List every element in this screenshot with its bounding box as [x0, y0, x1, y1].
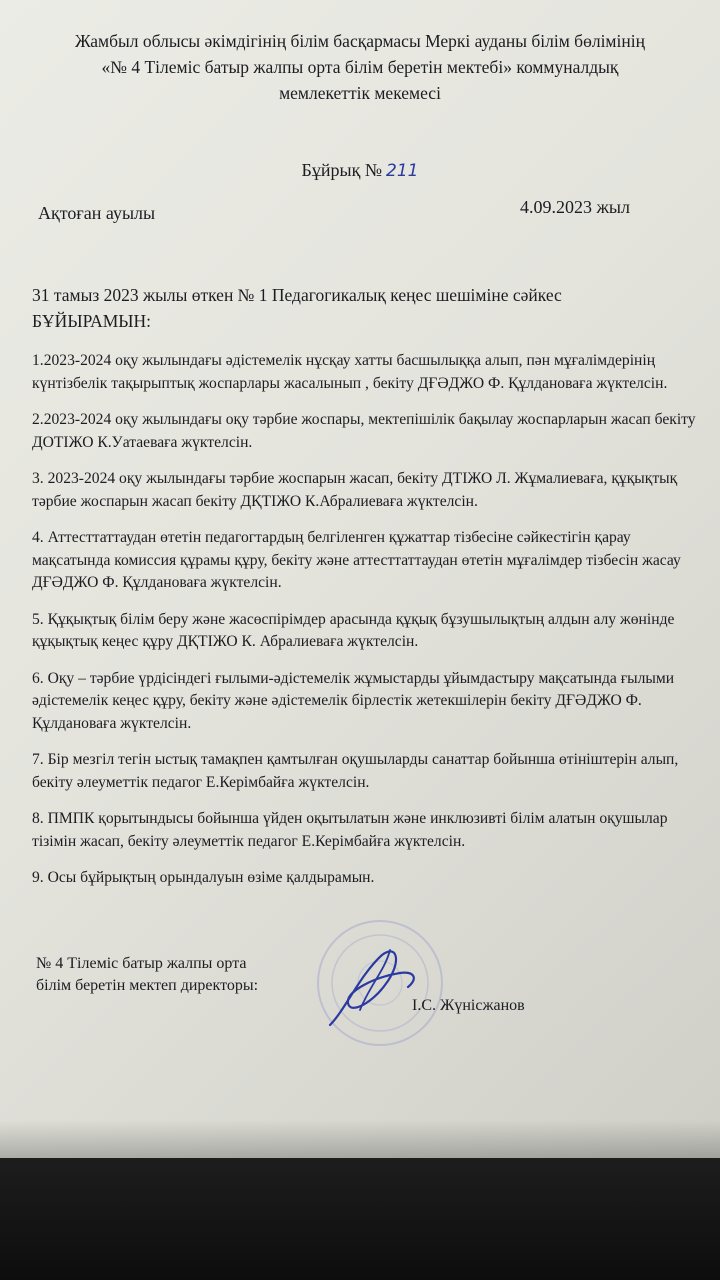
- header-line-2: «№ 4 Тілеміс батыр жалпы орта білім беретін мектебі» коммуналдық: [101, 57, 619, 77]
- document-header: [20, 28, 700, 106]
- order-item: 1.2023-2024 оқу жылындағы әдістемелік нұсқау хатты басшылыққа алып, пән мұғалімдерінің күнтізбелік тақырыптық жоспарлары жасалынып , бекіту ДҒӘДЖО Ф. Құлдановаға жүктелсін.: [32, 352, 668, 392]
- round-stamp-and-signature: [290, 915, 470, 1065]
- header-line-1: Жамбыл облысы әкімдігінің білім басқармасы Меркі ауданы білім бөлімінің: [75, 31, 645, 51]
- dark-background: [0, 1158, 720, 1280]
- signature-position: [36, 953, 258, 997]
- signer-name: І.С. Жүнісжанов: [412, 997, 525, 1014]
- order-item: 2.2023-2024 оқу жылындағы оқу тәрбие жоспары, мектепішілік бақылау жоспарларын жасап бекіту ДОТІЖО К.Уатаеваға жүктелсін.: [32, 411, 696, 451]
- signature-stroke: [360, 950, 390, 1010]
- place-name: Ақтоған ауылы: [38, 203, 156, 223]
- intro-basis: 31 тамыз 2023 жылы өткен № 1 Педагогикалық кеңес шешіміне сәйкес: [32, 285, 562, 305]
- order-item: 7. Бір мезгіл тегін ыстық тамақпен қамтылған оқушыларды санаттар бойынша өтініштерін алып, бекіту әлеуметтік педагог Е.Керімбайға жүктелсін.: [32, 751, 679, 791]
- order-intro: [32, 282, 692, 334]
- stamp-inner-ring: [332, 935, 428, 1031]
- intro-order-word: БҰЙЫРАМЫН:: [32, 311, 152, 331]
- signature-position-line-1: № 4 Тілеміс батыр жалпы орта: [36, 955, 247, 972]
- order-date: 4.09.2023 жыл: [520, 197, 631, 217]
- order-item: 3. 2023-2024 оқу жылындағы тәрбие жоспарын жасап, бекіту ДТІЖО Л. Жұмалиеваға, құқықтық тәрбие жоспарын жасап бекіту ДҚТІЖО К.Абралиеваға жүктелсін.: [32, 470, 678, 510]
- stamp-outer-ring: [318, 921, 442, 1045]
- signature-position-line-2: білім беретін мектеп директоры:: [36, 977, 259, 994]
- order-item: 9. Осы бұйрықтың орындалуын өзіме қалдырамын.: [32, 869, 375, 886]
- order-title: [0, 160, 720, 181]
- order-item: 5. Құқықтық білім беру және жасөспірімдер арасында құқық бұзушылықтың алдын алу жөнінде құқықтық кеңес құру ДҚТІЖО К. Абралиеваға жүктелсін.: [32, 610, 675, 650]
- order-item: 6. Оқу – тәрбие үрдісіндегі ғылыми-әдістемелік жұмыстарды ұйымдастыру мақсатында ғылыми әдістемелік кеңес құру, бекіту және әдістемелік бірлестік жетекшілерін бекіту ДҒӘДЖО Ф. Құлдановаға жүктелсін.: [32, 669, 675, 732]
- order-item: 8. ПМПК қорытындысы бойынша үйден оқытылатын және инклюзивті білім алатын оқушылар тізімін жасап, бекіту әлеуметтік педагог Е.Керімбайға жүктелсін.: [32, 810, 668, 850]
- order-title-label: Бұйрық №: [301, 160, 383, 180]
- order-number-handwritten: 211: [386, 161, 419, 181]
- order-item: 4. Аттесттаттаудан өтетін педагогтардың белгіленген құжаттар тізбесіне сәйкестігін қарау мақсатында комиссия құрамы құру, бекіту және аттесттаттаудан өтетін мұғалімдер тізбесін жасау ДҒӘДЖО Ф. Құлдановаға жүктелсін.: [32, 529, 681, 591]
- header-line-3: мемлекеттік мекемесі: [279, 83, 441, 103]
- order-items: [32, 350, 698, 904]
